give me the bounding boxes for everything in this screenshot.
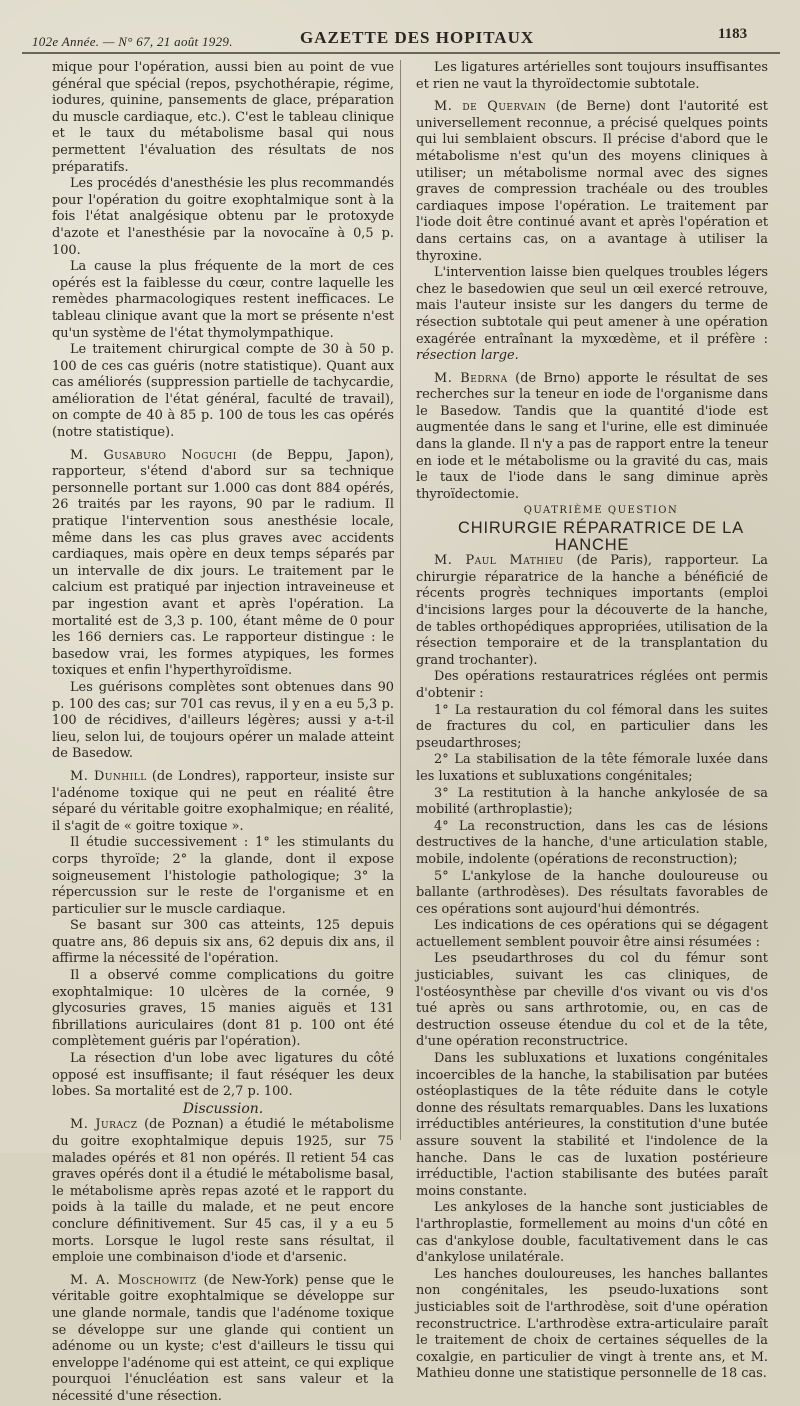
column-divider xyxy=(400,60,401,1140)
paragraph xyxy=(416,553,768,669)
paragraph: Des opérations restauratrices réglées ont permis d'obtenir : xyxy=(416,669,768,701)
journal-title: GAZETTE DES HOPITAUX xyxy=(300,28,535,47)
section-title: CHIRURGIE RÉPARATRICE DE LA HANCHE xyxy=(458,519,744,554)
paragraph: Se basant sur 300 cas atteints, 125 depuis quatre ans, 86 depuis six ans, 62 depuis dix ans, il affirme la nécessité de l'opération. xyxy=(52,918,394,967)
paragraph xyxy=(52,448,394,680)
paragraph: Les ligatures artérielles sont toujours insuffisantes et rien ne vaut la thyroïdectomie subtotale. xyxy=(416,60,768,92)
paragraph xyxy=(52,769,394,835)
paragraph-text: (de Paris), rapporteur. La chirurgie réparatrice de la hanche a bénéficié de récents progrès techniques importants (emploi d'incisions larges pour la découverte de la hanche, de tables orthopédiques appropriées, utilisation de la résection temporaire et de la transplantation du grand trochanter). xyxy=(416,553,768,668)
page-number: 1183 xyxy=(718,26,748,42)
speaker-name: M. Juracz xyxy=(70,1117,138,1133)
list-item: 2° La stabilisation de la tête fémorale luxée dans les luxations et subluxations congénitales; xyxy=(416,752,768,784)
paragraph: Les ankyloses de la hanche sont justiciables de l'arthroplastie, formellement au moins d'un côté en cas d'ankylose double, facultativement dans le cas d'ankylose unilatérale. xyxy=(416,1200,768,1266)
issue-line: 102e Année. — N° 67, 21 août 1929. xyxy=(32,34,233,49)
italic-term: résection large. xyxy=(416,348,519,364)
speaker-name: M. Paul Mathieu xyxy=(434,553,564,569)
paragraph xyxy=(416,99,768,265)
speaker-name: M. Bedrna xyxy=(434,370,508,386)
paragraph xyxy=(52,1117,394,1266)
paragraph: mique pour l'opération, aussi bien au point de vue général que spécial (repos, psychothérapie, régime, iodures, quinine, pansements de glace, préparation du muscle cardiaque, etc.). C'est le tableau clinique et le taux du métabolisme basal qui nous permettent l'évaluation des résultats de nos préparatifs. xyxy=(52,60,394,175)
left-column xyxy=(52,60,394,1406)
paragraph: Les hanches douloureuses, les hanches ballantes non congénitales, les pseudo-luxations sont justiciables soit de l'arthrodèse, soit d'une opération reconstructrice. L'arthrodèse extra-articulaire paraît le traitement de choix de certaines séquelles de la coxalgie, en particulier de vingt à trente ans, et M. Mathieu donne une statistique personnelle de 18 cas. xyxy=(416,1266,768,1382)
header-rule xyxy=(22,52,780,54)
paragraph: La résection d'un lobe avec ligatures du côté opposé est insuffisante; il faut réséquer les deux lobes. Sa mortalité est de 2,7 p. 100. xyxy=(52,1051,394,1100)
page-header xyxy=(0,14,800,48)
discussion-heading: Discussion. xyxy=(182,1100,264,1117)
paragraph: Il étudie successivement : 1° les stimulants du corps thyroïde; 2° la glande, dont il expose soigneusement l'histologie pathologique; 3° la répercussion sur le reste de l'organisme et en particulier sur le muscle cardiaque. xyxy=(52,835,394,917)
speaker-name: M. Dunhill xyxy=(70,768,147,784)
paragraph: Le traitement chirurgical compte de 30 à 50 p. 100 de ces cas guéris (notre statistique). Quant aux cas améliorés (suppression partielle de tachycardie, amélioration de l'état général, faculté de travail), on compte de 40 à 85 p. 100 de tous les cas opérés (notre statistique). xyxy=(52,342,394,441)
question-label: QUATRIÈME QUESTION xyxy=(523,505,679,517)
paragraph-text: (de New-York) pense que le véritable goitre exophtalmique se développe sur une glande normale, tandis que l'adénome toxique se développe sur une glande qui contient un adénome ou un kyste; c'est d'ailleurs le tissu qui enveloppe l'adénome qui est atteint, ce qui explique pourquoi l'énucléation est sans valeur et la nécessité d'une résection. xyxy=(52,1272,394,1404)
list-item: 3° La restitution à la hanche ankylosée de sa mobilité (arthroplastie); xyxy=(416,785,768,818)
paragraph-text: (de Berne) dont l'autorité est universellement reconnue, a précisé quelques points qui lui semblaient obscurs. Il précise d'abord que le métabolisme n'est qu'un des moyens cliniques à utiliser; un métabolisme normal avec des signes graves de compression trachéale ou des troubles cardiaques impose l'opération. Le traitement par l'iode doit être continué avant et après l'opération et dans certains cas, on a avantage à utiliser la thyroxine. xyxy=(416,99,768,264)
paragraph-text: (de Poznan) a étudié le métabolisme du goitre exophtalmique depuis 1925, sur 75 malades opérés et 81 non opérés. Il retient 54 cas graves opérés dont il a étudié le métabolisme basal, le métabolisme après repas azoté et le rapport du poids à la taille du malade, et ne peut encore conclure définitivement. Sur 45 cas, il y a eu 5 morts. Lorsque le lugol reste sans résultat, il emploie une combinaison d'iode et d'arsenic. xyxy=(52,1117,395,1266)
speaker-name: M. de Quervain xyxy=(434,99,547,115)
list-item: 5° L'ankylose de la hanche douloureuse ou ballante (arthrodèses). Des résultats favorables de ces opérations sont aujourd'hui démontrés. xyxy=(416,868,768,917)
paragraph: Il a observé comme complications du goitre exophtalmique: 10 ulcères de la cornée, 9 glycosuries graves, 15 manies aiguës et 131 fibrillations auriculaires (dont 81 p. 100 ont été complètement guéris par l'opération). xyxy=(52,968,394,1050)
paragraph-text: L'intervention laisse bien quelques troubles légers chez le basedowien que seul un œil exercé retrouve, mais l'auteur insiste sur les dangers du terme de résection subtotale qui peut amener à une opération exagérée entraînant la myxœdème, et il préfère : xyxy=(416,265,768,347)
paragraph-text: (de Londres), rapporteur, insiste sur l'adénome toxique qui ne peut en réalité être séparé du véritable goitre exophalmique; en réalité, il s'agit de « goitre toxique ». xyxy=(52,768,394,834)
paragraph: Les guérisons complètes sont obtenues dans 90 p. 100 des cas; sur 701 cas revus, il y en a eu 5,3 p. 100 de récidives, d'ailleurs légères; aussi y a-t-il lieu, selon lui, de toujours opérer un malade atteint de Basedow. xyxy=(52,679,394,762)
paragraph-text: (de Brno) apporte le résultat de ses recherches sur la teneur en iode de l'organisme dans le Basedow. Tandis que la quantité d'iode est augmentée dans le sang et l'urine, elle est diminuée dans la glande. Il n'y a pas de rapport entre la teneur en iode et le métabolisme ou la gravité du cas, mais le taux de l'iode dans le sang diminue après thyroïdectomie. xyxy=(416,370,768,502)
right-column xyxy=(416,60,768,1383)
speaker-name: M. A. Moschowitz xyxy=(70,1272,197,1288)
paragraph xyxy=(52,1273,394,1406)
list-item: 4° La reconstruction, dans les cas de lésions destructives de la hanche, d'une articulation stable, mobile, indolente (opérations de reconstruction); xyxy=(416,818,768,867)
paragraph-text: (de Beppu, Japon), rapporteur, s'étend d'abord sur sa technique personnelle portant sur 1.000 cas dont 884 opérés, 26 traités par les rayons, 90 par le radium. Il pratique l'intervention sous anesthésie locale, même dans les cas plus graves avec accidents cardiaques, mais opère en deux temps séparés par un intervalle de dix jours. Le traitement par le calcium est pratiqué par injection intraveineuse et par ingestion avant et après l'opération. La mortalité est de 3,3 p. 100, étant même de 0 pour les 166 derniers cas. Le rapporteur distingue : le basedow vrai, les formes atypiques, les formes toxiques et enfin l'hyperthyroïdisme. xyxy=(52,447,394,679)
paragraph: Dans les subluxations et luxations congénitales incoercibles de la hanche, la stabilisation par butées ostéoplastiques de la tête réduite dans le cotyle donne des résultats remarquables. Dans les luxations irréductibles antérieures, la constitution d'une butée assure souvent la stabilité et l'indolence de la hanche. Dans le cas de luxation postérieure irréductible, l'action stabilisante des butées paraît moins constante. xyxy=(416,1051,768,1199)
paragraph xyxy=(416,265,768,365)
list-item: 1° La restauration du col fémoral dans les suites de fractures du col, en particulier dans les pseudarthroses; xyxy=(416,702,768,751)
paragraph: Les pseudarthroses du col du fémur sont justiciables, suivant les cas cliniques, de l'ostéosynthèse par cheville d'os vivant ou vis d'os tué après ou sans arthrotomie, ou, en cas de destruction osseuse étendue du col et de la tête, d'une opération reconstructrice. xyxy=(416,951,768,1050)
paragraph: Les indications de ces opérations qui se dégagent actuellement semblent pouvoir être ainsi résumées : xyxy=(416,918,768,950)
paragraph xyxy=(416,371,768,504)
paragraph: Les procédés d'anesthésie les plus recommandés pour l'opération du goitre exophtalmique sont à la fois l'état analgésique obtenu par le protoxyde d'azote et l'anesthésie par la novocaïne à 0,5 p. 100. xyxy=(52,176,394,258)
paragraph: La cause la plus fréquente de la mort de ces opérés est la faiblesse du cœur, contre laquelle les remèdes pharmacologiques restent inefficaces. Le tableau clinique avant que la mort se présente n'est qu'un système de l'état thymolympathique. xyxy=(52,259,394,341)
speaker-name: M. Gusaburo Noguchi xyxy=(70,447,237,463)
